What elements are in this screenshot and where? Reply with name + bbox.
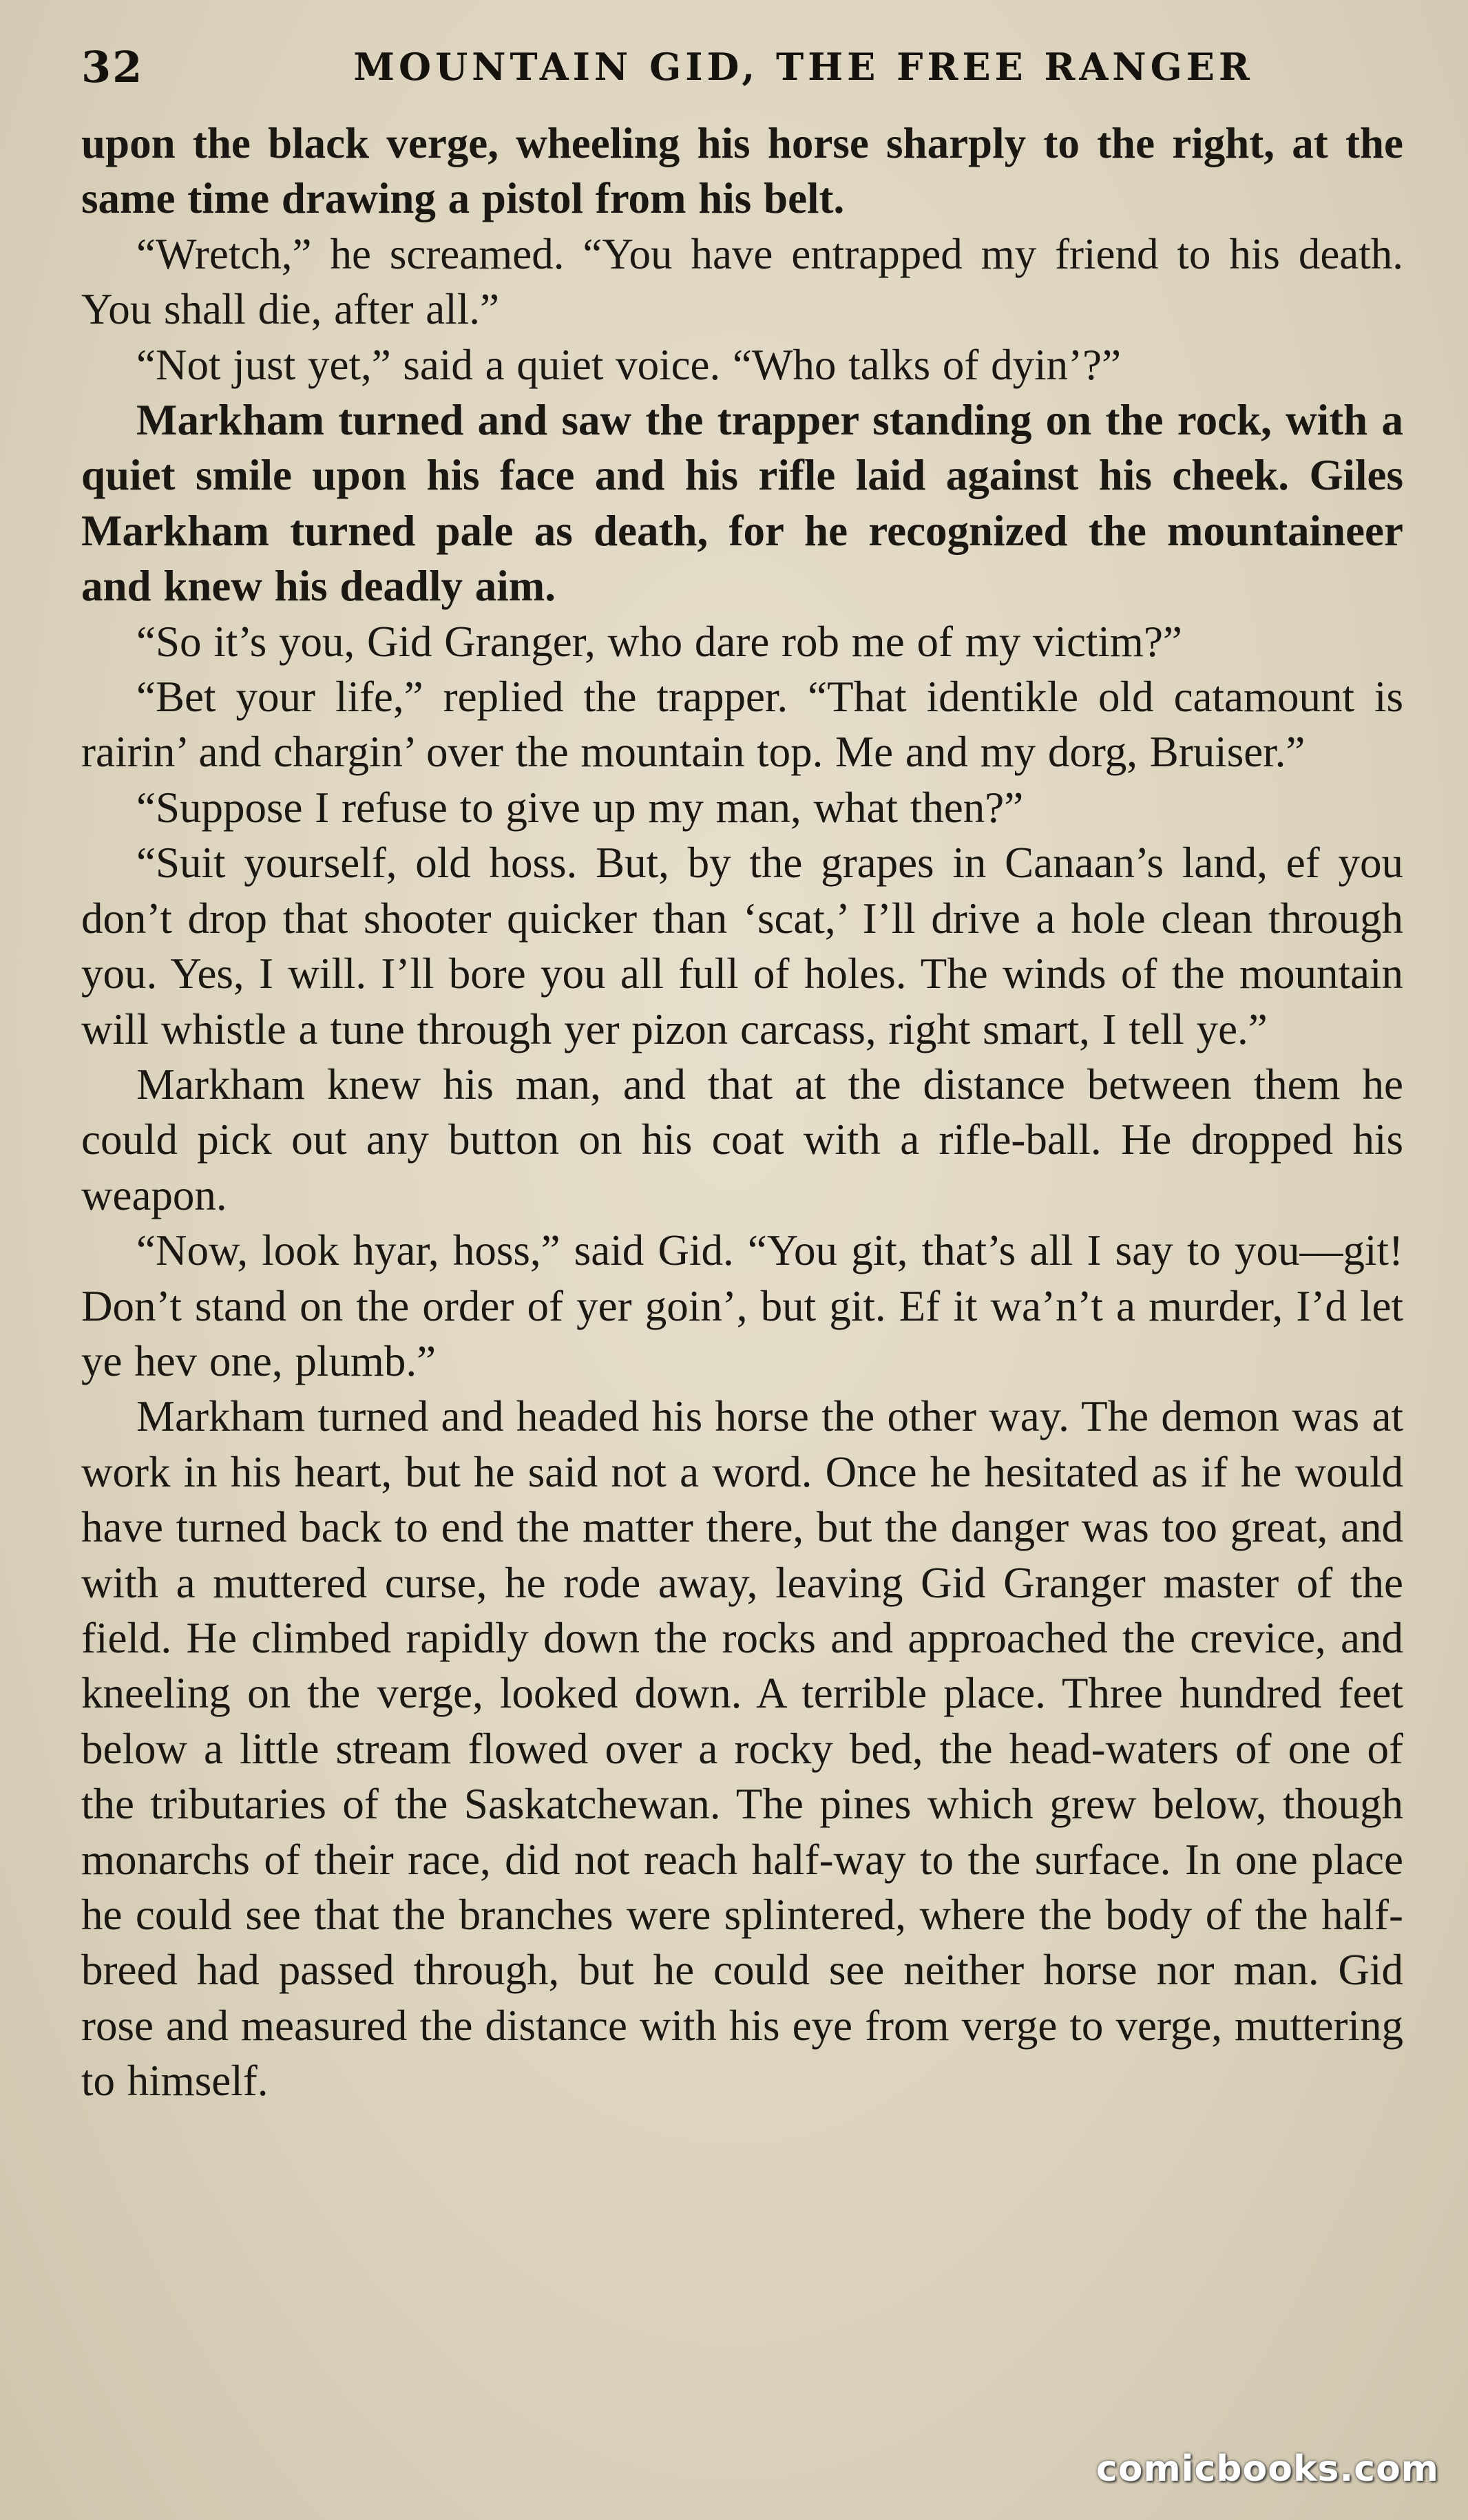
paragraph: Markham turned and saw the trapper standing on the rock, with a quiet smile upon his face and his rifle laid against his cheek. Giles Markham turned pale as death, for he recognized the mountaineer and knew his deadly aim. bbox=[81, 396, 1403, 611]
paragraph: Markham turned and headed his horse the other way. The demon was at work in his heart, but he said not a word. Once he hesitated as if he would have turned back to end the matter there, but the danger was too great, and with a muttered curse, he rode away, leaving Gid Granger master of the field. He climbed rapidly down the rocks and approached the crevice, and kneeling on the verge, looked down. A terrible place. Three hundred feet below a little stream flowed over a rocky bed, the head-waters of one of the tributaries of the Saskatchewan. The pines which grew below, though monarchs of their race, did not reach half-way to the surface. In one place he could see that the branches were splintered, where the body of the half-breed had passed through, but he could see neither horse nor man. Gid rose and measured the distance with his eye from verge to verge, muttering to himself. bbox=[81, 1392, 1403, 2106]
paragraph: “Now, look hyar, hoss,” said Gid. “You git, that’s all I say to you—git! Don’t stand on the order of yer goin’, but git. Ef it wa’n’t a murder, I’d let ye hev one, plumb.” bbox=[81, 1226, 1403, 1385]
running-head: MOUNTAIN GID, THE FREE RANGER bbox=[353, 45, 1254, 89]
page-header bbox=[81, 29, 1403, 105]
paragraph: “So it’s you, Gid Granger, who dare rob me of my victim?” bbox=[136, 617, 1182, 666]
paragraph: “Suppose I refuse to give up my man, what then?” bbox=[136, 783, 1024, 832]
paragraph: “Wretch,” he screamed. “You have entrapped my friend to his death. You shall die, after all.” bbox=[81, 229, 1403, 334]
paragraph: “Bet your life,” replied the trapper. “That identikle old catamount is rairin’ and chargin’ over the mountain top. Me and my dorg, Bruiser.” bbox=[81, 673, 1403, 777]
body-text bbox=[81, 116, 1403, 2109]
paragraph: “Not just yet,” said a quiet voice. “Who talks of dyin’?” bbox=[136, 340, 1122, 389]
paragraph: Markham knew his man, and that at the distance between them he could pick out any button on his coat with a rifle-ball. He dropped his weapon. bbox=[81, 1060, 1403, 1219]
paragraph: upon the black verge, wheeling his horse sharply to the right, at the same time drawing a pistol from his belt. bbox=[81, 119, 1403, 223]
page-number: 32 bbox=[81, 41, 144, 92]
watermark: comicbooks.com bbox=[1095, 2448, 1439, 2490]
paragraph: “Suit yourself, old hoss. But, by the grapes in Canaan’s land, ef you don’t drop that shooter quicker than ‘scat,’ I’ll drive a hole clean through you. Yes, I will. I’ll bore you all full of holes. The winds of the mountain will whistle a tune through yer pizon carcass, right smart, I tell ye.” bbox=[81, 839, 1403, 1053]
